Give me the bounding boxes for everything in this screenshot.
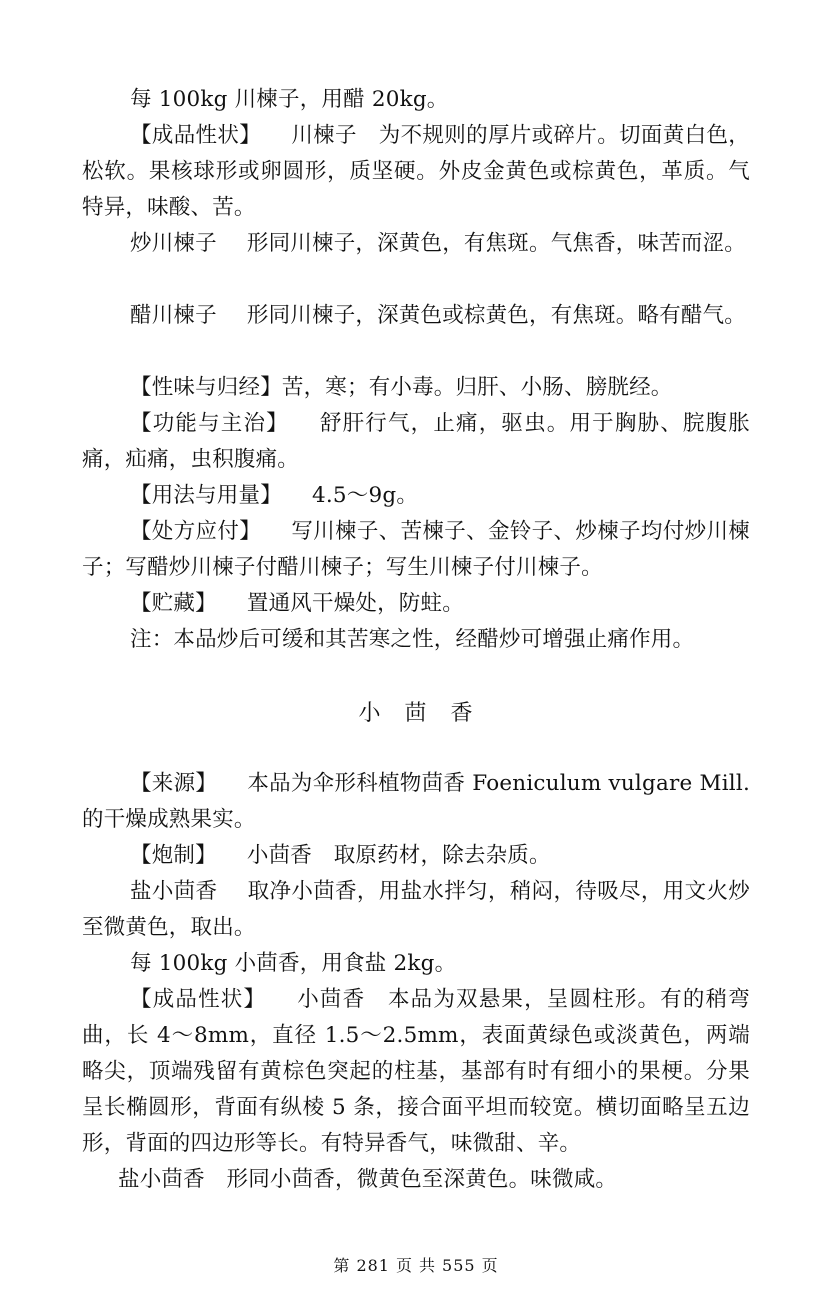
paragraph-storage xyxy=(82,586,750,622)
text: 形同川楝子，深黄色，有焦斑。气焦香，味苦而涩。 xyxy=(246,231,747,256)
footer-prefix: 第 xyxy=(333,1256,351,1275)
section-label: 【功能与主治】 xyxy=(130,411,289,436)
paragraph-prescription xyxy=(82,514,750,586)
section-label: 【用法与用量】 xyxy=(130,483,282,508)
paragraph-note xyxy=(82,622,750,658)
text: 每 100kg 小茴香，用食盐 2kg。 xyxy=(130,951,457,976)
section-label: 【性味与归经】 xyxy=(130,375,282,400)
total-pages: 555 xyxy=(442,1256,476,1275)
text: 本品为伞形科植物茴香 Foeniculum vulgare Mill.的干燥成熟果实。 xyxy=(82,771,750,832)
paragraph-fennel-traits xyxy=(82,982,750,1162)
page-number: 281 xyxy=(356,1256,390,1275)
section-title: 小 茴 香 xyxy=(358,701,474,726)
text: 盐小茴香 形同小茴香，微黄色至深黄色。味微咸。 xyxy=(118,1167,618,1192)
footer-total-word: 共 xyxy=(419,1256,437,1275)
paragraph-processing xyxy=(82,838,750,874)
text: 4.5～9g。 xyxy=(312,483,419,508)
text: 注：本品炒后可缓和其苦寒之性，经醋炒可增强止痛作用。 xyxy=(130,627,695,652)
paragraph-salt-fried xyxy=(82,874,750,946)
text: 取净小茴香，用盐水拌匀，稍闷，待吸尽，用文火炒至微黄色，取出。 xyxy=(82,879,750,940)
item-name: 炒川楝子 xyxy=(130,231,217,256)
paragraph-salt-fennel xyxy=(118,1162,758,1198)
text: 小茴香 本品为双悬果，呈圆柱形。有的稍弯曲，长 4～8mm，直径 1.5～2.5mm，表面黄绿色或淡黄色，两端略尖，顶端残留有黄棕色突起的柱基，基部有时有细小的果梗。分果呈长椭圆形，背面有纵棱 5 条，接合面平坦而较宽。横切面略呈五边形，背面的四边形等长。有特异香气，味微甜、辛。 xyxy=(82,987,750,1156)
text: 小茴香 取原药材，除去杂质。 xyxy=(246,843,551,868)
paragraph-dosage xyxy=(82,478,750,514)
paragraph-function xyxy=(82,406,750,478)
paragraph-vinegar-amount xyxy=(82,82,750,118)
section-label: 【处方应付】 xyxy=(130,519,262,544)
paragraph-nature-meridian xyxy=(82,370,750,406)
paragraph-product-traits xyxy=(82,118,750,226)
text: 形同川楝子，深黄色或棕黄色，有焦斑。略有醋气。 xyxy=(246,303,747,328)
paragraph-vinegar-fried xyxy=(82,298,750,334)
section-label: 【来源】 xyxy=(130,771,218,796)
paragraph-source xyxy=(82,766,750,838)
paragraph-fried xyxy=(82,226,750,262)
footer-page-word: 页 xyxy=(395,1256,413,1275)
section-label: 【成品性状】 xyxy=(130,123,262,148)
section-label: 【成品性状】 xyxy=(130,987,267,1012)
text: 舒肝行气，止痛，驱虫。用于胸胁、脘腹胀痛，疝痛，虫积腹痛。 xyxy=(82,411,750,472)
item-name: 盐小茴香 xyxy=(130,879,218,904)
text: 置通风干燥处，防蛀。 xyxy=(246,591,464,616)
page-footer xyxy=(0,1253,832,1276)
text: 每 100kg 川楝子，用醋 20kg。 xyxy=(130,87,449,112)
footer-suffix: 页 xyxy=(481,1256,499,1275)
text: 写川楝子、苦楝子、金铃子、炒楝子均付炒川楝子；写醋炒川楝子付醋川楝子；写生川楝子付川楝子。 xyxy=(82,519,751,580)
item-name: 醋川楝子 xyxy=(130,303,217,328)
text: 川楝子 为不规则的厚片或碎片。切面黄白色，松软。果核球形或卵圆形，质坚硬。外皮金黄色或棕黄色，革质。气特异，味酸、苦。 xyxy=(82,123,751,220)
section-label: 【贮藏】 xyxy=(130,591,217,616)
text: 苦，寒；有小毒。归肝、小肠、膀胱经。 xyxy=(281,375,673,400)
paragraph-salt-amount xyxy=(82,946,750,982)
section-label: 【炮制】 xyxy=(130,843,217,868)
